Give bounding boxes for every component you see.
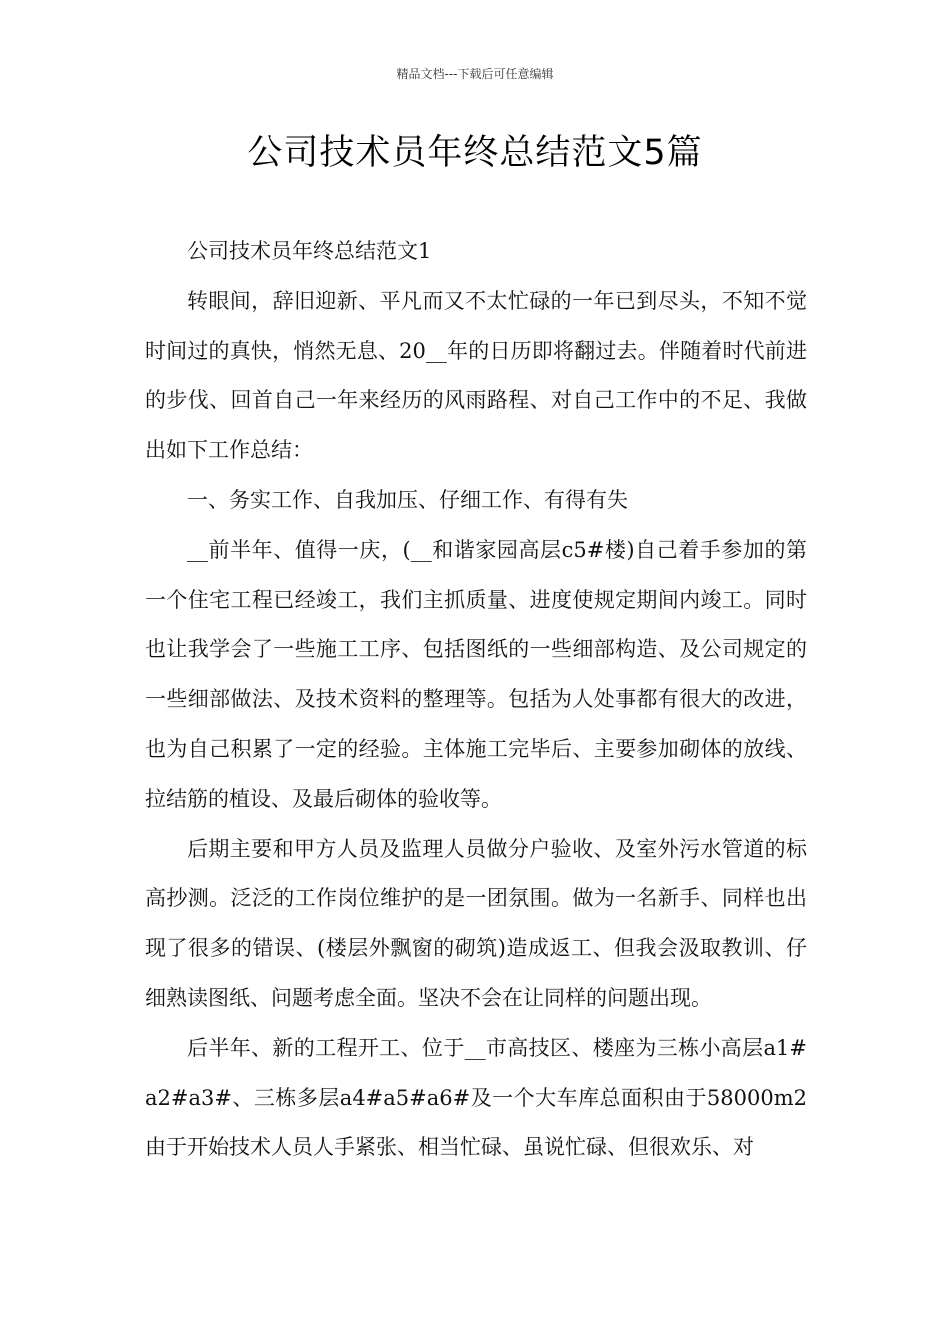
- paragraph-first-half: __前半年、值得一庆，(__和谐家园高层c5#楼)自己着手参加的第一个住宅工程已经竣工，我们主抓质量、进度使规定期间内竣工。同时也让我学会了一些施工工序、包括图纸的一些细部构造、及公司规定的一些细部做法、及技术资料的整理等。包括为人处事都有很大的改进，也为自己积累了一定的经验。主体施工完毕后、主要参加砌体的放线、拉结筋的植设、及最后砌体的验收等。: [145, 537, 807, 811]
- document-title: 公司技术员年终总结范文5篇: [247, 133, 703, 173]
- document-body: [145, 227, 807, 1173]
- section-heading-1: 公司技术员年终总结范文1: [187, 239, 432, 263]
- section-heading-2: 一、务实工作、自我加压、仔细工作、有得有失: [187, 487, 628, 512]
- paragraph-second-half: 后半年、新的工程开工、位于__市高技区、楼座为三栋小高层a1#a2#a3#、三栋多层a4#a5#a6#及一个大车库总面积由于58000m2由于开始技术人员人手紧张、相当忙碌、虽说忙碌、但很欢乐、对: [145, 1035, 807, 1160]
- paragraph-later-stage: 后期主要和甲方人员及监理人员做分户验收、及室外污水管道的标高抄测。泛泛的工作岗位维护的是一团氛围。做为一名新手、同样也出现了很多的错误、(楼层外飘窗的砌筑)造成返工、但我会汲取教训、仔细熟读图纸、问题考虑全面。坚决不会在让同样的问题出现。: [145, 836, 807, 1010]
- paragraph-intro: 转眼间，辞旧迎新、平凡而又不太忙碌的一年已到尽头，不知不觉时间过的真快，悄然无息、20__年的日历即将翻过去。伴随着时代前进的步伐、回首自己一年来经历的风雨路程、对自己工作中的不足、我做出如下工作总结：: [145, 288, 807, 463]
- page-header: 精品文档---下载后可任意编辑: [396, 67, 554, 81]
